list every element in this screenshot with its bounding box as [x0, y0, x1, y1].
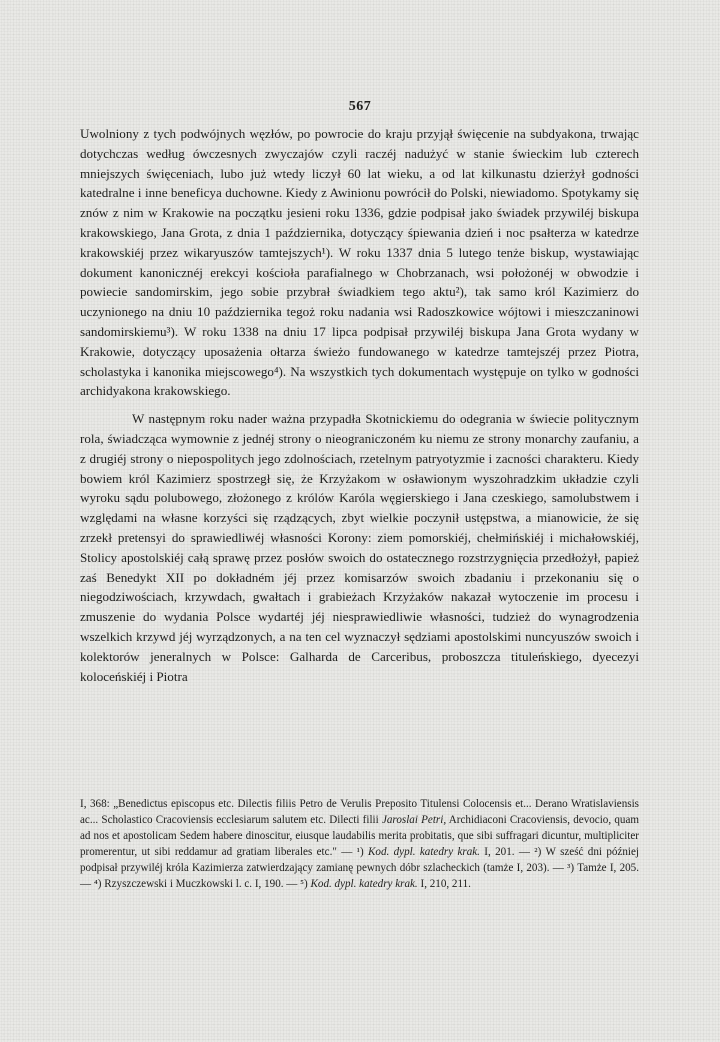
footnote-3-text: Tamże I, 205. — ⁴) Rzyszczewski i Muczkowski l. c. I, 190. — ⁵) [80, 861, 639, 890]
footnote-5-text: I, 210, 211. [420, 877, 471, 890]
footnotes [80, 797, 639, 892]
paragraph-1: Uwolniony z tych podwójnych węzłów, po powrocie do kraju przyjął święcenie na subdyakona, trwając dotychczas według ówczesnych zwyczajów czyli raczéj nadużyć w stanie świeckim lub czterech mniejszych święceniach, lubo już wtedy liczył 60 lat wieku, a od lat kilkunastu dzierżył godności katedralne i inne beneficya duchowne. Kiedy z Awinionu powrócił do Polski, niewiadomo. Spotykamy się znów z nim w Krakowie na początku jesieni roku 1336, gdzie podpisał jako świadek przywiléj biskupa krakowskiego, Jana Grota, z dnia 1 października, dotyczący śpiewania dzień i noc psałterza w katedrze krakowskiéj przez wikaryuszów tamtejszych¹). W roku 1337 dnia 5 lutego tenże biskup, wystawiając dokument kanonicznéj erekcyi kościoła parafialnego w Chobrzanach, wsi położonéj w obwodzie i powiecie sandomirskim, jego sobie przybrał świadkiem tego aktu²), tak samo król Kazimierz do uczynionego na dniu 10 października tegoż roku nadania wsi Radoszkowice wójtowi i mieszczaninowi sandomirskiemu³). W roku 1338 na dniu 17 lipca podpisał przywiléj biskupa Jana Grota wydany w Krakowie, dotyczący uposażenia ołtarza świeżo fundowanego w katedrze tamtejszéj przez Piotra, scholastyka i kanonika miejscowego⁴). Na wszystkich tych dokumentach występuje on tylko w godności archidyakona krakowskiego. [80, 126, 639, 399]
footnote-continuation-italic: Jaroslai Petri, [381, 813, 447, 826]
footnote-continuation-end: Archidiaconi Cracoviensis, devocio, quam ad nos et apostolicam Sedem habere dinoscitur, eiusque laudabilis merita probitatis, que sibi suffragari dicuntur, multipliciter promerentur, ut sibi reddamur ad gratiam liberales etc." — [80, 813, 639, 858]
footnote-block [80, 797, 639, 892]
page-number: 567 [348, 99, 372, 114]
paragraph-2: W następnym roku nader ważna przypadła Skotnickiemu do odegrania w świecie politycznym rola, świadcząca wymownie z jednéj strony o nieograniczoném ku niemu ze strony monarchy zaufaniu, a z drugiéj strony o niepospolitych jego zdolnościach, rzetelnym patryotyzmie i zacności charakteru. Kiedy bowiem król Kazimierz spostrzegł się, że Krzyżakom w osławionym wyszohradzkim układzie czyli wyroku sądu polubowego, złożonego z królów Karóla węgierskiego i Jana czeskiego, samolubstwem i względami na własne korzyści się rządzących, zbyt wielkie poczynił ustępstwa, a mianowicie, że się zrzekł pretensyi do sprawiedliwéj własności Korony: ziem pomorskiéj, chełmińskiéj i michałowskiéj, Stolicy apostolskiéj całą sprawę przez posłów swoich do ostatecznego rozstrzygnięcia przedłożył, papież zaś Benedykt XII po dokładném jéj przez komisarzów swoich zbadaniu i przekonaniu się o niegodziwościach, krzywdach, gwałtach i grabieżach Krzyżaków nakazał wytoczenie im procesu i zmuszenie do wydania Polsce wydartéj jéj niesprawiedliwie własności, tudzież do wynagrodzenia wszelkich krzywd jéj wyrządzonych, a na ten cel wyznaczył sędziami apostolskimi nuncyuszów swoich i kolektorów jeneralnych w Polsce: Galharda de Carceribus, proboszcza tituleńskiego, dyecezyi koloceńskiéj i Piotra [80, 411, 639, 684]
footnote-5-source: Kod. dypl. katedry krak. [310, 877, 418, 890]
main-text [80, 124, 639, 686]
footnote-continuation: I, 368: „Benedictus episcopus etc. Dilectis filiis Petro de Verulis Preposito Titulensi Colocensis et... Derano Wratislaviensis ac... Scholastico Cracoviensis ecclesiarum salutem etc. Dilecti filii [80, 798, 639, 826]
footnote-3-mark: ³) [567, 861, 575, 874]
footnote-1-text: I, 201. — ²) W sześć dni później podpisał przywiléj króla Kazimierza zatwierdzający zamianę pewnych dóbr szlacheckich (tamże I, 203). — [80, 845, 639, 874]
footnote-1-mark: ¹) [356, 845, 364, 858]
footnote-1-source: Kod. dypl. katedry krak. [368, 845, 480, 858]
